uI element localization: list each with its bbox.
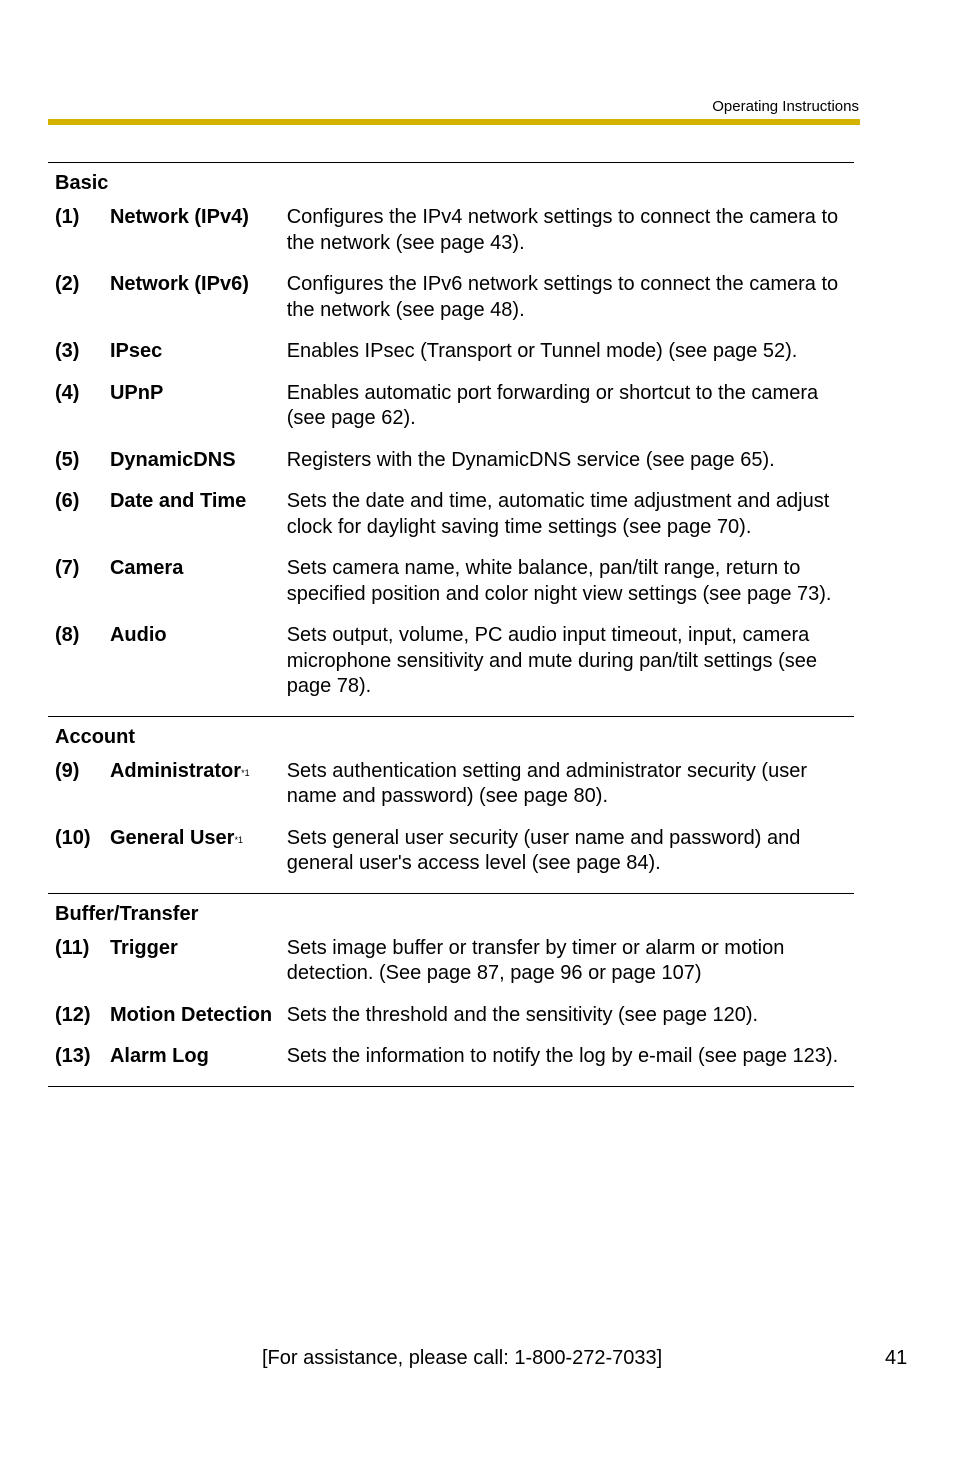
row-description: Sets the threshold and the sensitivity (see page 120).	[286, 1003, 759, 1026]
row-name: Date and Time	[109, 490, 247, 512]
section-buffer-transfer	[48, 893, 854, 1087]
row-number: (4)	[55, 381, 80, 404]
table-row	[48, 556, 854, 623]
table-row	[48, 489, 854, 556]
row-description: Sets the information to notify the log by e-mail (see page 123).	[286, 1045, 839, 1067]
row-description: Sets the date and time, automatic time adjustment and adjust clock for daylight saving time settings (see page 70).	[286, 490, 830, 538]
row-name: Trigger	[109, 936, 178, 959]
row-description: Enables automatic port forwarding or shortcut to the camera (see page 62).	[286, 381, 819, 429]
row-number: (13)	[55, 1045, 91, 1067]
footnote-marker: *1	[241, 767, 250, 778]
table-row	[48, 1003, 854, 1045]
table-row	[48, 272, 854, 339]
row-description: Configures the IPv6 network settings to connect the camera to the network (see page 48).	[286, 273, 839, 321]
row-number: (2)	[55, 273, 80, 295]
row-name: UPnP	[109, 381, 164, 404]
table-row	[48, 826, 854, 893]
row-number: (8)	[55, 624, 80, 646]
section-account	[48, 716, 854, 893]
row-description: Sets image buffer or transfer by timer or alarm or motion detection. (See page 87, page 96 or page 107)	[286, 936, 785, 984]
row-description: Sets camera name, white balance, pan/tilt range, return to specified position and color night view settings (see page 73).	[286, 557, 832, 605]
section-title: Basic	[55, 172, 109, 194]
row-number: (12)	[55, 1003, 91, 1026]
row-name-cell	[110, 826, 280, 877]
header-rule	[48, 119, 860, 125]
table-row	[48, 448, 854, 490]
row-number: (6)	[55, 490, 80, 512]
row-name: Network (IPv6)	[109, 273, 249, 295]
section-title: Buffer/Transfer	[55, 902, 199, 925]
running-header: Operating Instructions	[712, 98, 859, 115]
table-row	[48, 623, 854, 716]
row-name: IPsec	[109, 340, 163, 362]
row-name: DynamicDNS	[109, 448, 236, 471]
row-description: Registers with the DynamicDNS service (see page 65).	[286, 448, 775, 471]
row-name: Audio	[109, 624, 167, 646]
row-number: (1)	[55, 206, 80, 228]
row-name: Motion Detection	[109, 1003, 273, 1026]
table-row	[48, 381, 854, 448]
row-number: (3)	[55, 340, 80, 362]
footnote-marker: *1	[234, 834, 243, 845]
row-number: (11)	[55, 936, 90, 959]
row-number: (10)	[55, 826, 91, 849]
table-row	[48, 205, 854, 272]
section-title: Account	[55, 725, 135, 748]
table-row	[48, 1044, 854, 1086]
table-row	[48, 339, 854, 381]
section-basic	[48, 162, 854, 716]
row-description: Enables IPsec (Transport or Tunnel mode) (see page 52).	[286, 340, 798, 362]
row-description: Configures the IPv4 network settings to connect the camera to the network (see page 43).	[286, 206, 839, 254]
row-description: Sets general user security (user name and password) and general user's access level (see page 84).	[286, 826, 801, 874]
row-name: Network (IPv4)	[109, 206, 249, 228]
page-number: 41	[885, 1347, 908, 1369]
row-number: (9)	[55, 759, 80, 782]
row-description: Sets authentication setting and administrator security (user name and password) (see page 80).	[286, 759, 807, 807]
row-name-cell	[110, 759, 280, 810]
table-row	[48, 759, 854, 826]
row-name: General User	[109, 826, 235, 849]
row-name: Alarm Log	[109, 1045, 209, 1067]
row-name: Camera	[109, 557, 184, 579]
row-number: (7)	[55, 557, 80, 579]
assistance-footer: [For assistance, please call: 1-800-272-7033]	[262, 1347, 663, 1369]
row-description: Sets output, volume, PC audio input timeout, input, camera microphone sensitivity and mute during pan/tilt settings (see page 78).	[286, 624, 817, 697]
settings-table	[48, 162, 854, 1087]
row-number: (5)	[55, 448, 80, 471]
table-row	[48, 936, 854, 1003]
row-name: Administrator	[109, 759, 242, 782]
